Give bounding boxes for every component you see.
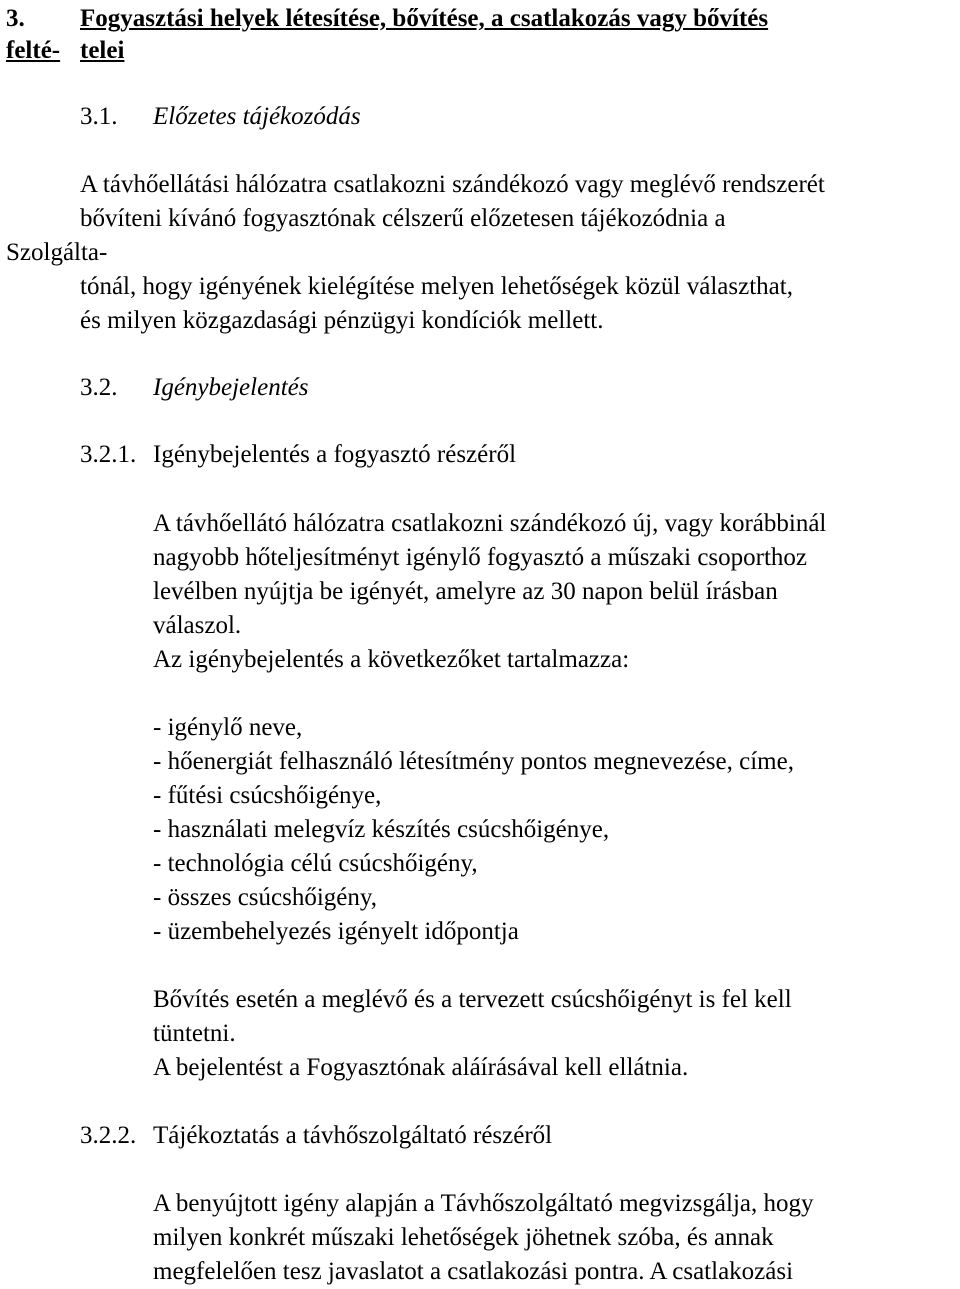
section-3-1-paragraph-line: A távhőellátási hálózatra csatlakozni szándékozó vagy meglévő rendszerét [80, 171, 825, 198]
list-item: - igénylő neve, [153, 714, 303, 741]
section-3-2-1-closing-line: A bejelentést a Fogyasztónak aláírásával kell ellátnia. [153, 1054, 689, 1081]
section-3-2-1-paragraph-line: nagyobb hőteljesítményt igénylő fogyasztó a műszaki csoporthoz [153, 544, 808, 571]
section-3-1-paragraph-line: és milyen közgazdasági pénzügyi kondíciók mellett. [80, 307, 604, 334]
list-item: - összes csúcshőigény, [153, 884, 378, 911]
section-3-2-2-paragraph-line: A benyújtott igény alapján a Távhőszolgáltató megvizsgálja, hogy [153, 1190, 814, 1217]
list-item: - hőenergiát felhasználó létesítmény pontos megnevezése, címe, [153, 748, 794, 775]
list-item: - fűtési csúcshőigénye, [153, 782, 382, 809]
heading-title-line2-right: telei [80, 37, 125, 64]
section-3-2-1-closing-line: tüntetni. [153, 1020, 236, 1047]
section-3-2-1-paragraph-line: válaszol. [153, 612, 242, 639]
section-3-1-number: 3.1. [80, 103, 118, 130]
section-3-2-1-number: 3.2.1. [80, 441, 137, 468]
list-item: - üzembehelyezés igényelt időpontja [153, 918, 519, 945]
heading-title-line2-left: felté- [6, 37, 61, 64]
section-3-2-1-paragraph-line: A távhőellátó hálózatra csatlakozni szándékozó új, vagy korábbinál [153, 510, 827, 537]
section-3-1-paragraph-line: bővíteni kívánó fogyasztónak célszerű előzetesen tájékozódnia a [80, 205, 726, 232]
section-3-1-paragraph-line: tónál, hogy igényének kielégítése melyen lehetőségek közül választhat, [80, 273, 793, 300]
section-3-2-number: 3.2. [80, 374, 118, 401]
section-3-2-1-title: Igénybejelentés a fogyasztó részéről [153, 441, 517, 468]
heading-number: 3. [6, 5, 25, 32]
section-3-1-paragraph-line: Szolgálta- [6, 239, 108, 266]
heading-title-line1: Fogyasztási helyek létesítése, bővítése, a csatlakozás vagy bővítés [80, 5, 769, 32]
section-3-2-2-number: 3.2.2. [80, 1122, 137, 1149]
section-3-2-2-paragraph-line: megfelelően tesz javaslatot a csatlakozási pontra. A csatlakozási [153, 1258, 794, 1285]
section-3-2-2-paragraph-line: milyen konkrét műszaki lehetőségek jöhetnek szóba, és annak [153, 1224, 774, 1251]
section-3-1-title: Előzetes tájékozódás [153, 103, 361, 130]
section-3-2-1-list-intro: Az igénybejelentés a következőket tartalmazza: [153, 646, 630, 673]
list-item: - technológia célú csúcshőigény, [153, 850, 478, 877]
section-3-2-1-paragraph-line: levélben nyújtja be igényét, amelyre az 30 napon belül írásban [153, 578, 778, 605]
section-3-2-1-closing-line: Bővítés esetén a meglévő és a tervezett csúcshőigényt is fel kell [153, 986, 792, 1013]
list-item: - használati melegvíz készítés csúcshőigénye, [153, 816, 610, 843]
section-3-2-title: Igénybejelentés [153, 374, 309, 401]
section-3-2-2-title: Tájékoztatás a távhőszolgáltató részéről [153, 1122, 553, 1149]
